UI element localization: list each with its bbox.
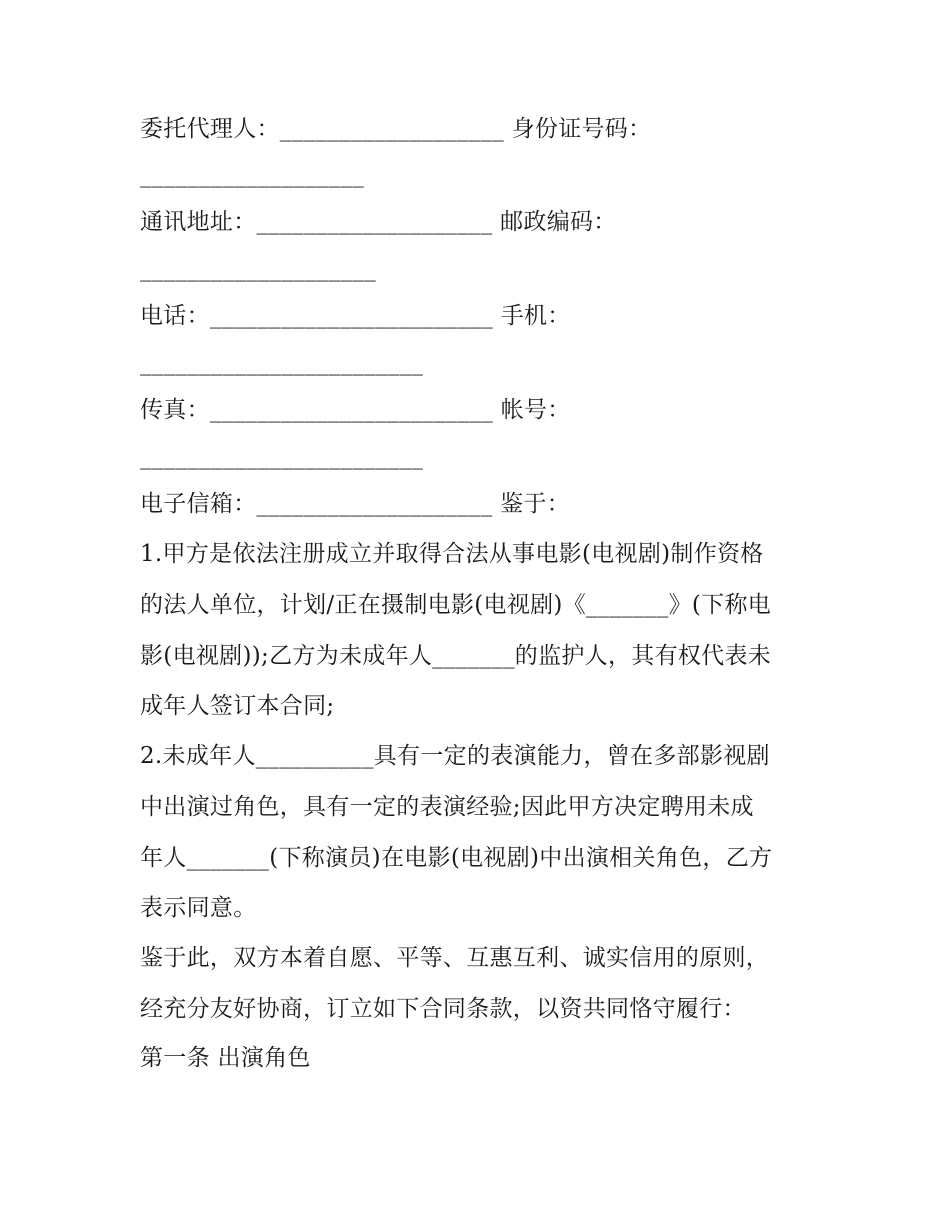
paragraph-line: 1.甲方是依法注册成立并取得合法从事电影(电视剧)制作资格 (140, 541, 764, 567)
article-heading: 第一条 出演角色 (140, 1045, 311, 1071)
email-line: 电子信箱：____________________ 鉴于： (140, 491, 571, 517)
paragraph-line: 成年人签订本合同; (140, 693, 335, 719)
mobile-blank-line: ________________________ (140, 350, 424, 376)
phone-line: 电话：________________________ 手机： (140, 303, 571, 329)
paragraph-line: 的法人单位，计划/正在摄制电影(电视剧)《_______》(下称电 (140, 592, 772, 618)
paragraph-line: 表示同意。 (140, 895, 257, 921)
paragraph-line: 影(电视剧));乙方为未成年人_______的监护人，其有权代表未 (140, 643, 772, 669)
fax-line: 传真：________________________ 帐号： (140, 397, 571, 423)
paragraph-line: 经充分友好协商，订立如下合同条款，以资共同恪守履行： (140, 996, 746, 1022)
agent-name-line: 委托代理人：___________________ 身份证号码： (140, 116, 652, 142)
paragraph-line: 年人_______(下称演员)在电影(电视剧)中出演相关角色，乙方 (140, 845, 773, 871)
agent-id-blank-line: ___________________ (140, 162, 365, 188)
postcode-blank-line: ____________________ (140, 256, 376, 282)
paragraph-line: 2.未成年人__________具有一定的表演能力，曾在多部影视剧 (140, 743, 770, 769)
address-line: 通讯地址：____________________ 邮政编码： (140, 209, 617, 235)
account-blank-line: ________________________ (140, 444, 424, 470)
paragraph-line: 中出演过角色，具有一定的表演经验;因此甲方决定聘用未成 (140, 794, 754, 820)
paragraph-line: 鉴于此，双方本着自愿、平等、互惠互利、诚实信用的原则， (140, 945, 770, 971)
